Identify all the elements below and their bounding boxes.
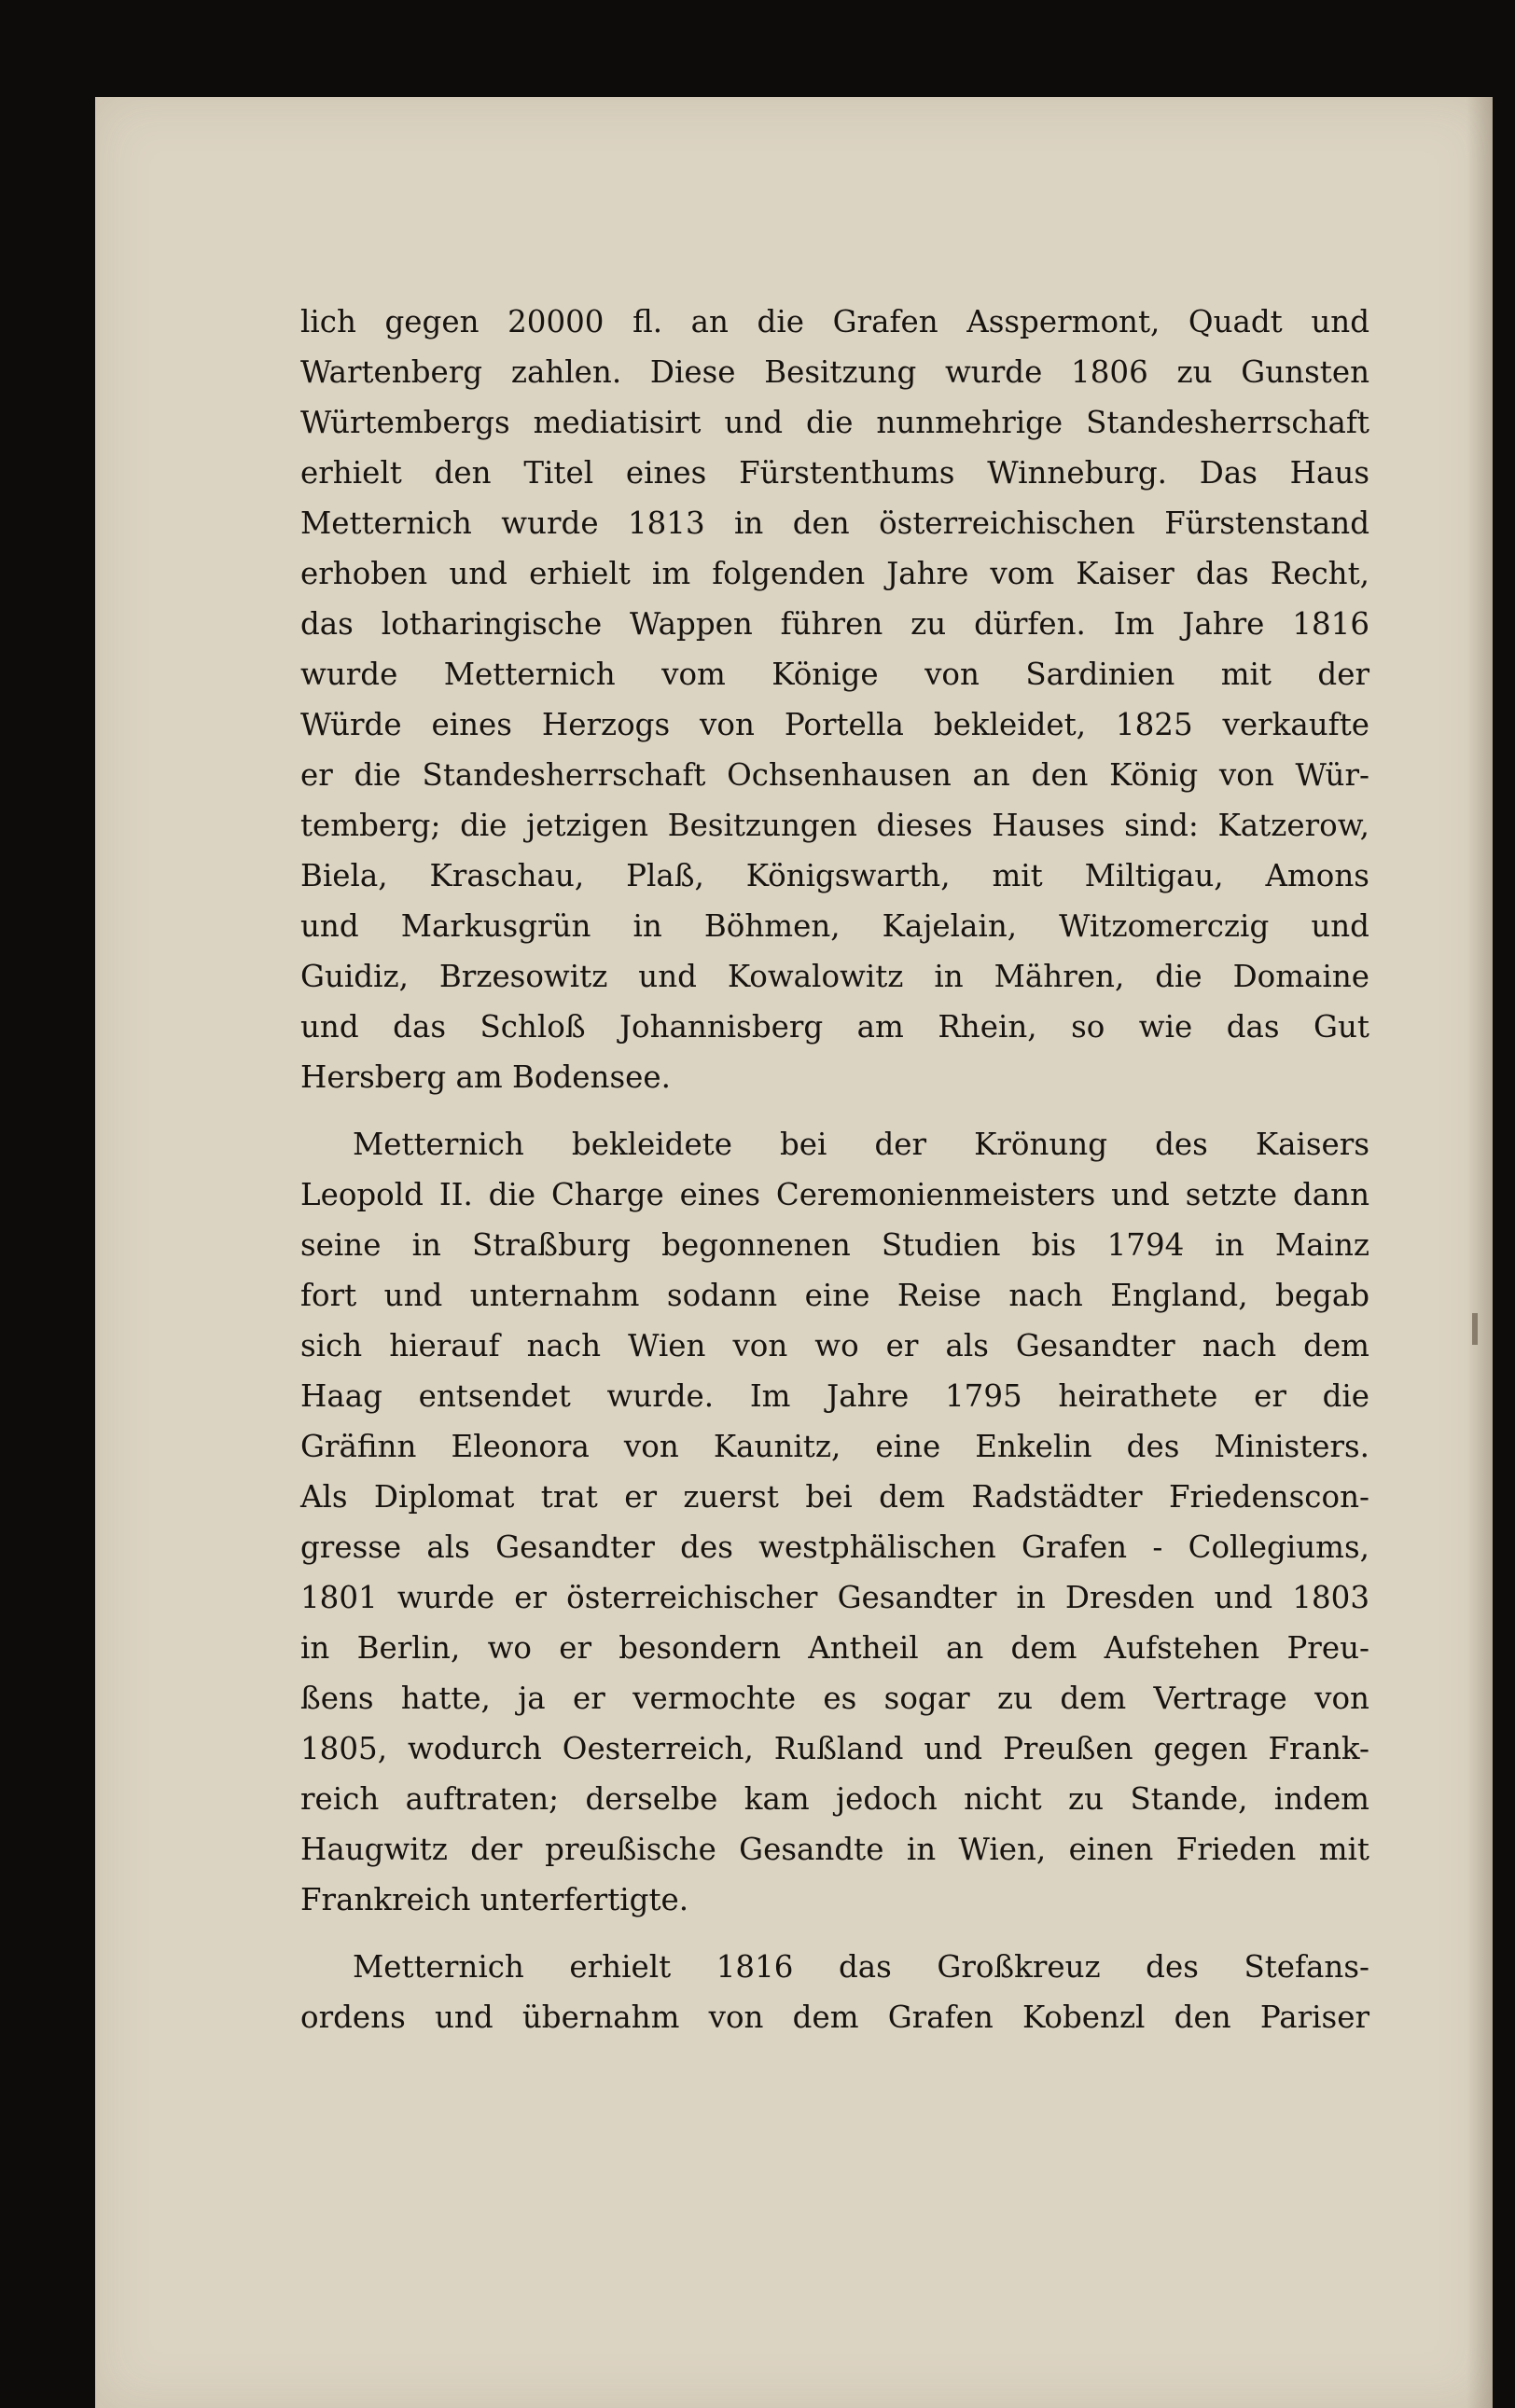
text-line: temberg; die jetzigen Besitzungen dieses Hauses sind: Katzerow, (300, 808, 1369, 843)
text-line: er die Standesherrschaft Ochsenhausen an den König von Wür- (300, 757, 1369, 793)
text-line: 1805, wodurch Oesterreich, Rußland und Preußen gegen Frank- (300, 1731, 1369, 1766)
text-line: sich hierauf nach Wien von wo er als Gesandter nach dem (300, 1328, 1369, 1363)
paragraph-3 (300, 1942, 1369, 2042)
text-line: gresse als Gesandter des westphälischen Grafen - Collegiums, (300, 1529, 1369, 1565)
text-line: in Berlin, wo er besondern Antheil an dem Aufstehen Preu- (300, 1630, 1369, 1666)
text-line: Metternich wurde 1813 in den österreichischen Fürstenstand (300, 505, 1369, 541)
text-line: Leopold II. die Charge eines Ceremonienmeisters und setzte dann (300, 1177, 1369, 1212)
text-line: Wartenberg zahlen. Diese Besitzung wurde 1806 zu Gunsten (300, 354, 1369, 390)
paragraph-2 (300, 1119, 1369, 1925)
text-line: Gräfinn Eleonora von Kaunitz, eine Enkelin des Ministers. (300, 1429, 1369, 1464)
text-line: Metternich erhielt 1816 das Großkreuz des Stefans- (353, 1949, 1369, 1985)
text-line: reich auftraten; derselbe kam jedoch nicht zu Stande, indem (300, 1781, 1369, 1817)
page-edge-shadow (1466, 97, 1493, 2408)
text-line: das lotharingische Wappen führen zu dürfen. Im Jahre 1816 (300, 606, 1369, 642)
text-line: Würde eines Herzogs von Portella bekleidet, 1825 verkaufte (300, 707, 1369, 742)
text-line: lich gegen 20000 fl. an die Grafen Asspermont, Quadt und (300, 304, 1369, 339)
text-line: wurde Metternich vom Könige von Sardinien mit der (300, 657, 1369, 692)
text-line: Als Diplomat trat er zuerst bei dem Radstädter Friedenscon- (300, 1479, 1369, 1515)
text-line: Guidiz, Brzesowitz und Kowalowitz in Mähren, die Domaine (300, 959, 1369, 994)
text-line: Frankreich unterfertigte. (300, 1882, 689, 1917)
text-line: Würtembergs mediatisirt und die nunmehrige Standesherrschaft (300, 405, 1369, 440)
text-line: fort und unternahm sodann eine Reise nach England, begab (300, 1278, 1369, 1313)
text-line: und das Schloß Johannisberg am Rhein, so wie das Gut (300, 1009, 1369, 1045)
text-line: Hersberg am Bodensee. (300, 1059, 671, 1095)
text-line: und Markusgrün in Böhmen, Kajelain, Witzomerczig und (300, 908, 1369, 944)
text-line: Biela, Kraschau, Plaß, Königswarth, mit Miltigau, Amons (300, 858, 1369, 893)
text-line: Haag entsendet wurde. Im Jahre 1795 heirathete er die (300, 1378, 1369, 1414)
text-line: seine in Straßburg begonnenen Studien bis 1794 in Mainz (300, 1227, 1369, 1263)
paragraph-1 (300, 297, 1369, 1102)
text-line: Metternich bekleidete bei der Krönung des Kaisers (353, 1127, 1369, 1162)
text-line: ordens und übernahm von dem Grafen Kobenzl den Pariser (300, 2000, 1369, 2035)
text-line: erhielt den Titel eines Fürstenthums Winneburg. Das Haus (300, 455, 1369, 491)
text-line: erhoben und erhielt im folgenden Jahre vom Kaiser das Recht, (300, 556, 1369, 591)
text-line: ßens hatte, ja er vermochte es sogar zu dem Vertrage von (300, 1681, 1369, 1716)
text-line: 1801 wurde er österreichischer Gesandter in Dresden und 1803 (300, 1580, 1369, 1615)
margin-mark (1472, 1313, 1478, 1345)
body-text (300, 297, 1369, 2042)
text-line: Haugwitz der preußische Gesandte in Wien, einen Frieden mit (300, 1832, 1369, 1867)
